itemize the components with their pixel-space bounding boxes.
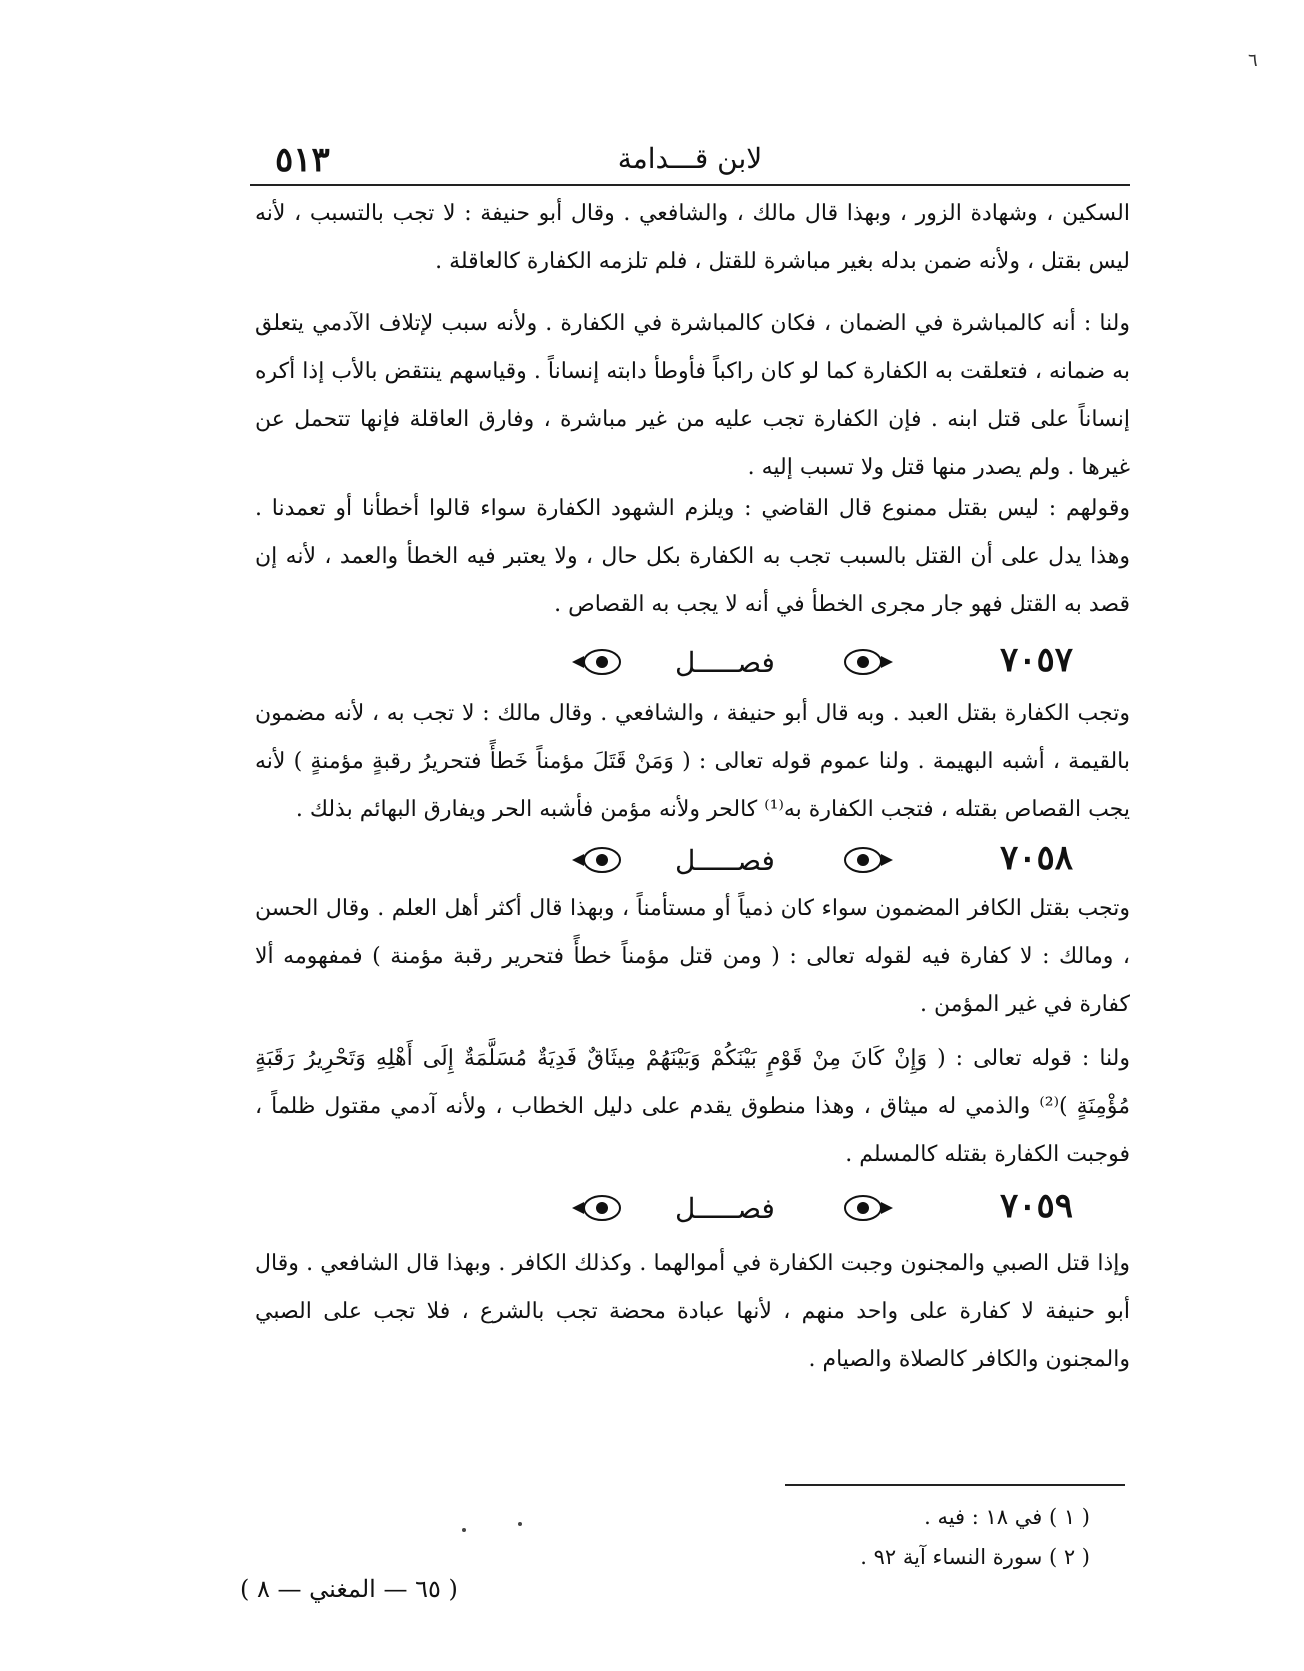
volume-signature: ( ٦٥ — المغني — ٨ ) bbox=[240, 1575, 458, 1603]
paragraph-4: وتجب الكفارة بقتل العبد . وبه قال أبو حنيفة ، والشافعي . وقال مالك : لا تجب به ، لأنه مضمون بالقيمة ، أشبه البهيمة . ولنا عموم قوله تعالى : ( وَمَنْ قَتَلَ مؤمناً خَطأً فتحريرُ رقبةٍ مؤمنةٍ ) لأنه يجب القصاص بقتله ، فتجب الكفارة به⁽¹⁾ كالحر ولأنه مؤمن فأشبه الحر ويفارق البهائم بذلك . bbox=[255, 701, 1130, 822]
speck bbox=[518, 1522, 522, 1526]
paragraph-5: وتجب بقتل الكافر المضمون سواء كان ذمياً أو مستأمناً ، وبهذا قال أكثر أهل العلم . وقال الحسن ، ومالك : لا كفارة فيه لقوله تعالى : ( ومن قتل مؤمناً خطأً فتحرير رقبة مؤمنة ) فمفهومه ألا كفارة في غير المؤمن . bbox=[255, 896, 1130, 1017]
paragraph-6: ولنا : قوله تعالى : ( وَإِنْ كَانَ مِنْ قَوْمٍ بَيْنَكُمْ وَبَيْنَهُمْ مِيثَاقٌ فَدِيَةٌ مُسَلَّمَةٌ إِلَى أَهْلِهِ وَتَحْرِيرُ رَقَبَةٍ مُؤْمِنَةٍ )⁽²⁾ والذمي له ميثاق ، وهذا منطوق يقدم على دليل الخطاب ، ولأنه آدمي مقتول ظلماً ، فوجبت الكفارة بقتله كالمسلم . bbox=[255, 1046, 1130, 1167]
paragraph-3: وقولهم : ليس بقتل ممنوع قال القاضي : ويلزم الشهود الكفارة سواء قالوا أخطأنا أو تعمدنا . وهذا يدل على أن القتل بالسبب تجب به الكفارة بكل حال ، ولا يعتبر فيه الخطأ والعمد ، لأنه إن قصد به القتل فهو جار مجرى الخطأ في أنه لا يجب به القصاص . bbox=[255, 496, 1130, 617]
ornament-right-icon bbox=[840, 644, 895, 680]
header-rule bbox=[250, 184, 1130, 186]
page-number: ٥١٣ bbox=[275, 140, 330, 180]
footnote-2: ( ٢ ) سورة النساء آية ٩٢ . bbox=[860, 1545, 1090, 1569]
paragraph-2: ولنا : أنه كالمباشرة في الضمان ، فكان كالمباشرة في الكفارة . ولأنه سبب لإتلاف الآدمي يتعلق به ضمانه ، فتعلقت به الكفارة كما لو كان راكباً فأوطأ دابته إنساناً . وقياسهم ينتقض بالأب إذا أكره إنساناً على قتل ابنه . فإن الكفارة تجب عليه من غير مباشرة ، وفارق العاقلة فإنها تتحمل عن غيرها . ولم يصدر منها قتل ولا تسبب إليه . bbox=[255, 311, 1130, 480]
paragraph-7: وإذا قتل الصبي والمجنون وجبت الكفارة في أموالهما . وكذلك الكافر . وبهذا قال الشافعي . وقال أبو حنيفة لا كفارة على واحد منهم ، لأنها عبادة محضة تجب بالشرع ، فلا تجب على الصبي والمجنون والكافر كالصلاة والصيام . bbox=[255, 1251, 1130, 1372]
section-heading-7058 bbox=[255, 830, 1130, 890]
ornament-right-icon bbox=[840, 1190, 895, 1226]
section-title: فصـــــل bbox=[675, 844, 775, 877]
ornament-right-icon bbox=[840, 842, 895, 878]
speck bbox=[462, 1528, 466, 1532]
running-title: لابن قـــدامة bbox=[617, 142, 763, 175]
section-number: ٧٠٥٩ bbox=[1000, 1186, 1074, 1226]
section-number: ٧٠٥٧ bbox=[1000, 640, 1074, 680]
section-heading-7059 bbox=[255, 1178, 1130, 1238]
section-number: ٧٠٥٨ bbox=[1000, 838, 1074, 878]
footnote-rule bbox=[785, 1484, 1125, 1486]
section-title: فصـــــل bbox=[675, 1192, 775, 1225]
paragraph-1: السكين ، وشهادة الزور ، وبهذا قال مالك ، والشافعي . وقال أبو حنيفة : لا تجب بالتسبب ، لأنه ليس بقتل ، ولأنه ضمن بدله بغير مباشرة للقتل ، فلم تلزمه الكفارة كالعاقلة . bbox=[255, 201, 1130, 274]
section-heading-7057 bbox=[255, 632, 1130, 692]
corner-mark: ٦ bbox=[1248, 50, 1258, 71]
section-title: فصـــــل bbox=[675, 646, 775, 679]
footnote-1: ( ١ ) في ١٨ : فيه . bbox=[924, 1505, 1090, 1529]
page-header bbox=[250, 130, 1130, 190]
